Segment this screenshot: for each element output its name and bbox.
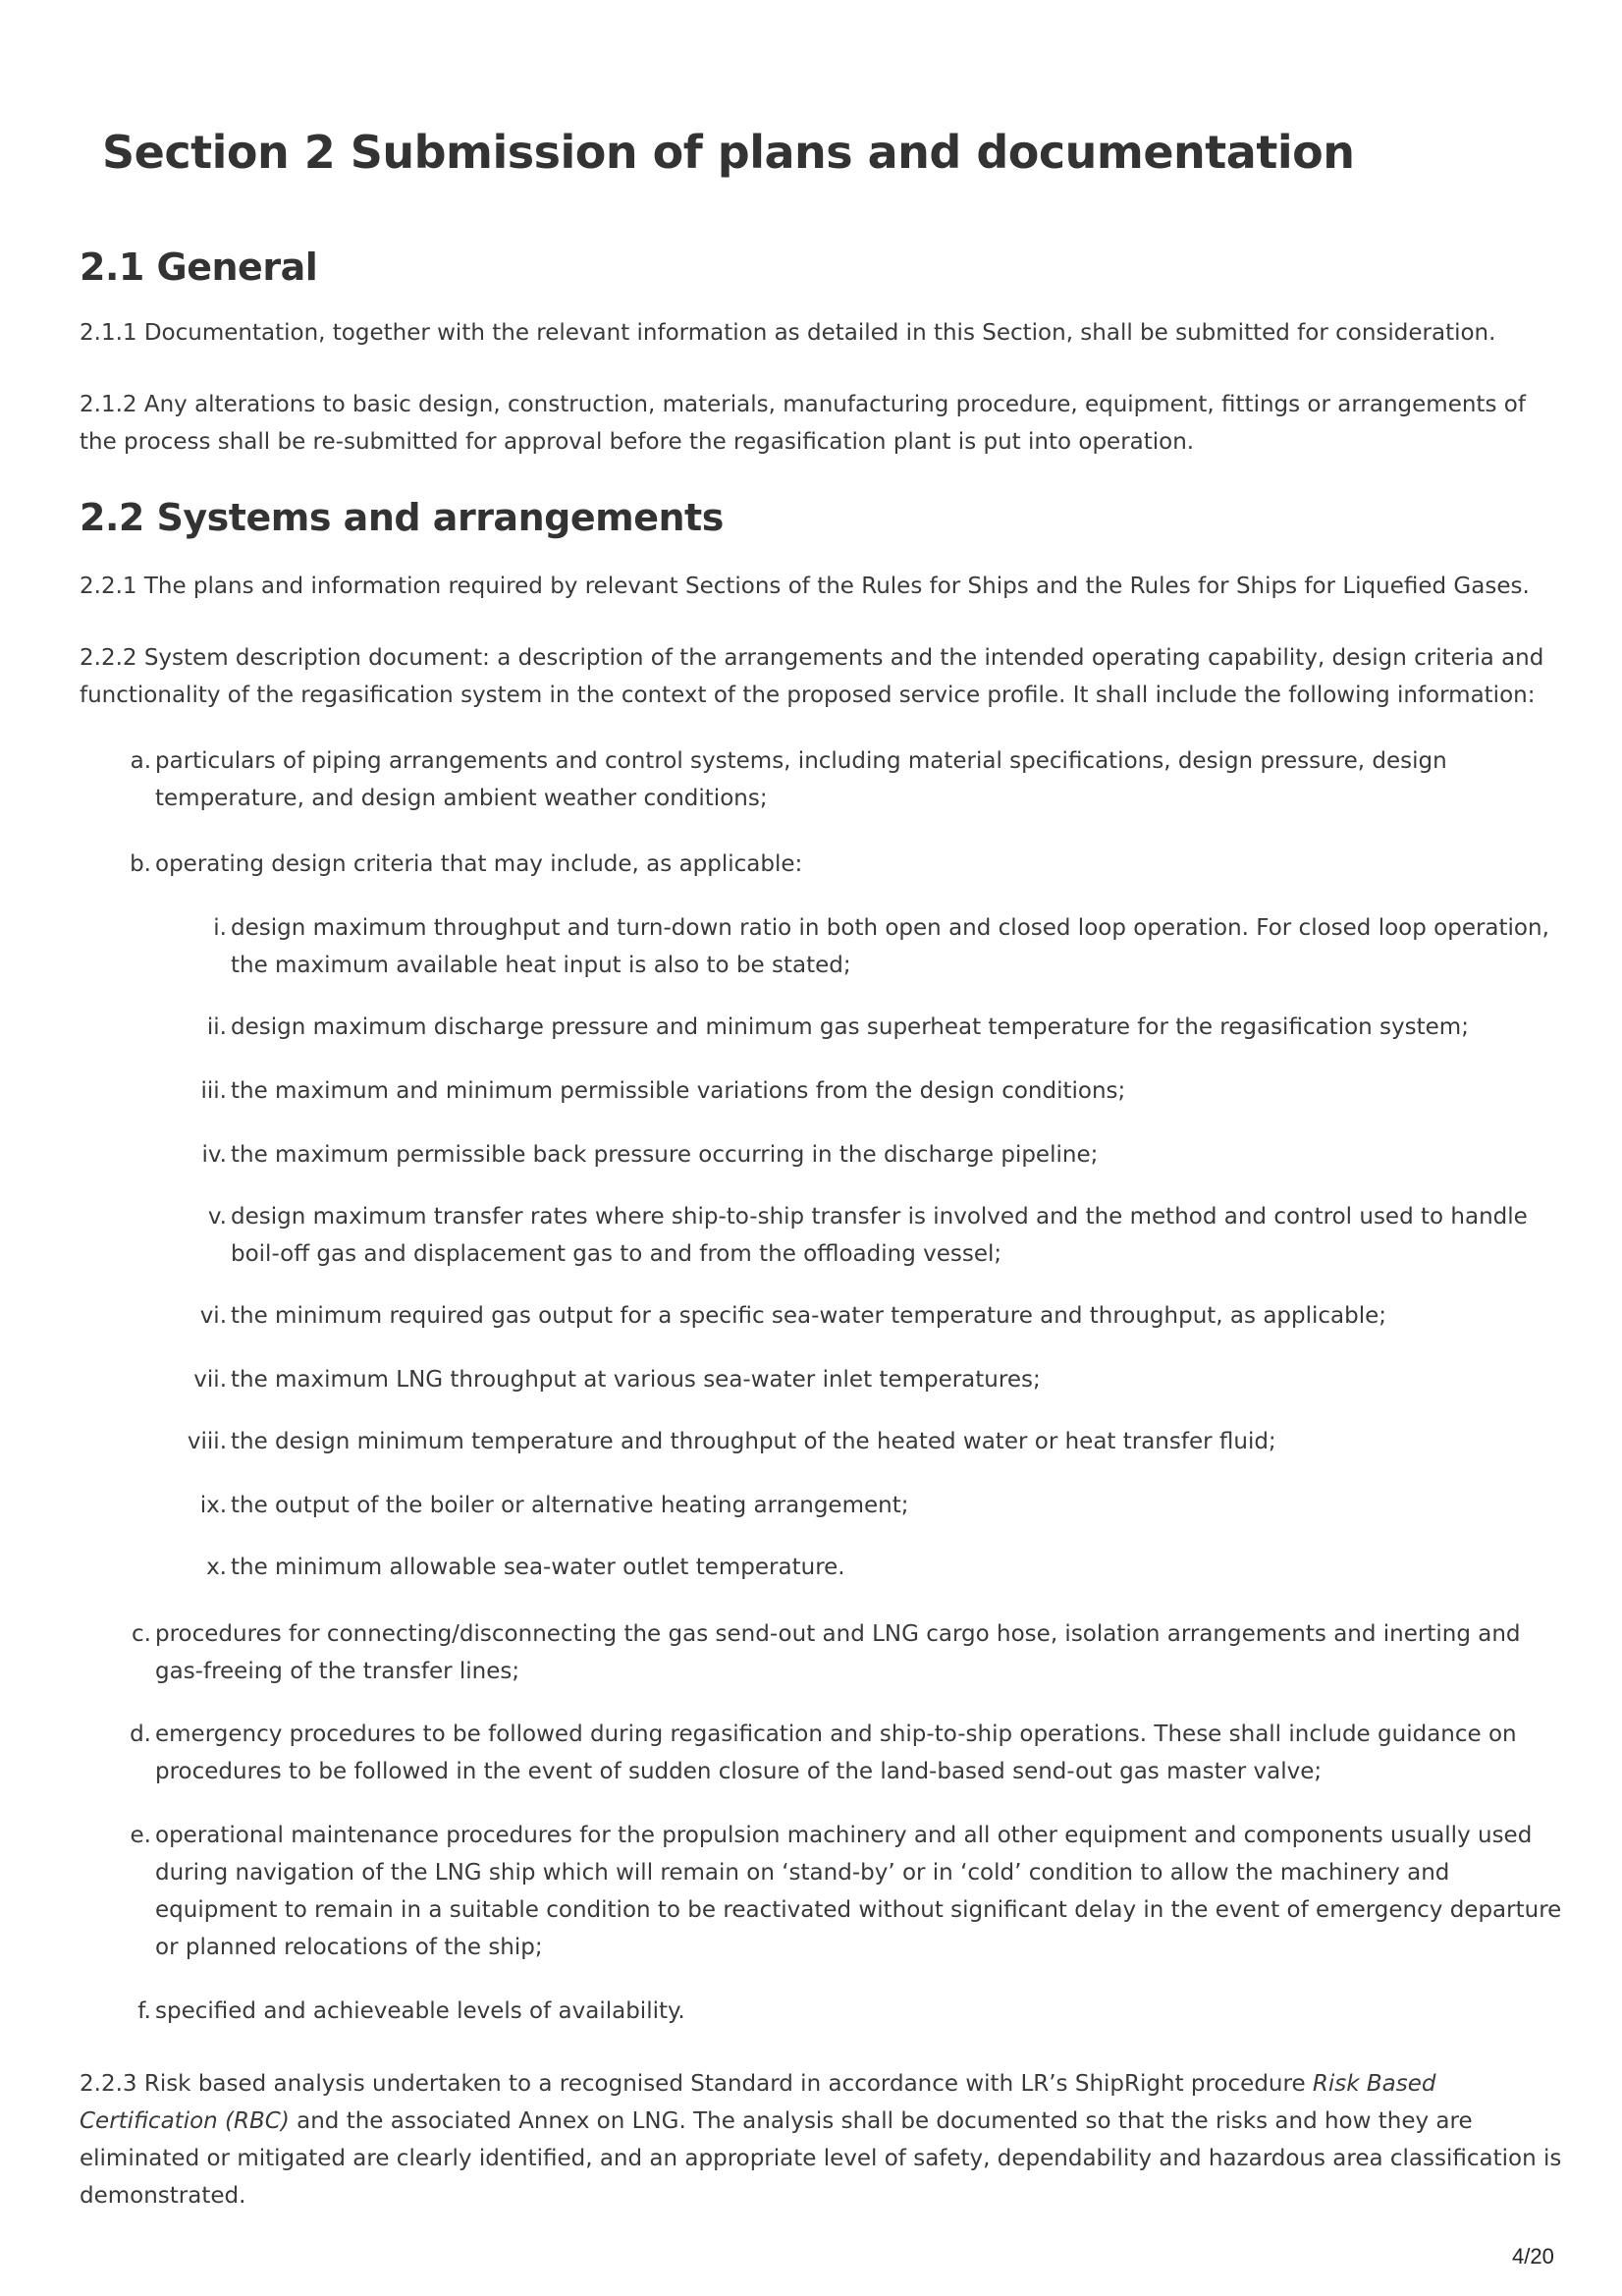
list-marker: vii. (193, 1367, 227, 1393)
list-marker: i. (213, 915, 227, 941)
list-item-d (130, 1716, 1564, 1790)
list-item-text: the minimum required gas output for a specific sea-water temperature and throughput, as applicable; (231, 1303, 1387, 1329)
list-item-text: operational maintenance procedures for the propulsion machinery and all other equipment and components usually used during navigation of the LNG ship which will remain on ‘stand-by’ or in ‘cold’ condition to allow the machinery and equipment to remain in a suitable condition to be reactivated without significant delay in the event of emergency departure or planned relocations of the ship; (155, 1823, 1562, 1960)
sublist-item-iii (200, 1072, 1564, 1110)
list-item-text: operating design criteria that may include, as applicable: (155, 851, 803, 877)
list-marker: f. (137, 1998, 151, 2024)
sublist-item-x (206, 1549, 1564, 1586)
list-item-b (130, 846, 1564, 883)
sublist-item-i (213, 909, 1564, 984)
list-item-text: the design minimum temperature and throughput of the heated water or heat transfer fluid; (231, 1429, 1276, 1454)
list-item-text: the maximum LNG throughput at various sea-water inlet temperatures; (231, 1367, 1041, 1393)
paragraph-2-1-1: 2.1.1 Documentation, together with the relevant information as detailed in this Section, shall be submitted for consideration. (80, 320, 1496, 346)
list-marker: e. (130, 1823, 151, 1848)
section-title: Section 2 Submission of plans and documentation (102, 126, 1355, 179)
list-marker: iii. (200, 1078, 227, 1104)
heading-2-2: 2.2 Systems and arrangements (80, 496, 724, 539)
list-marker: iv. (201, 1142, 227, 1168)
sublist-item-ix (199, 1487, 1564, 1524)
paragraph-2-2-2: 2.2.2 System description document: a description of the arrangements and the intended operating capability, design criteria and functionality of the regasification system in the context of the proposed service profile. It shall include the following information: (80, 645, 1544, 708)
list-marker: a. (130, 748, 151, 774)
list-marker: ii. (206, 1014, 227, 1040)
rbc-procedure-title: Risk Based Certification (RBC) (80, 2071, 1436, 2134)
list-marker: x. (206, 1555, 227, 1580)
paragraph-2-2-3-end: and the associated Annex on LNG. The analysis shall be documented so that the risks and how they are eliminated or mitigated are clearly identified, and an appropriate level of safety, dependability and hazardous area classification is demonstrated. (80, 2108, 1562, 2209)
list-item-f (137, 1993, 1564, 2030)
paragraph-2-1-2: 2.1.2 Any alterations to basic design, construction, materials, manufacturing procedure, equipment, fittings or arrangements of the process shall be re-submitted for approval before the regasification plant is put into operation. (80, 392, 1526, 455)
list-marker: v. (207, 1204, 227, 1230)
list-item-text: emergency procedures to be followed during regasification and ship-to-ship operations. These shall include guidance on procedures to be followed in the event of sudden closure of the land-based send-out gas master valve; (155, 1722, 1517, 1784)
page-number: 4/20 (1512, 2244, 1554, 2269)
list-marker: ix. (199, 1493, 227, 1518)
paragraph-2-2-3 (80, 2065, 1564, 2214)
list-marker: c. (132, 1621, 151, 1647)
list-marker: b. (130, 851, 151, 877)
list-item-text: the maximum permissible back pressure occurring in the discharge pipeline; (231, 1142, 1099, 1168)
sublist-item-iv (201, 1136, 1564, 1174)
heading-2-1: 2.1 General (80, 246, 318, 289)
list-marker: viii. (187, 1429, 227, 1454)
paragraph-2-2-3-start: 2.2.3 Risk based analysis undertaken to a recognised Standard in accordance with LR’s ShipRight procedure (80, 2071, 1313, 2097)
list-item-text: design maximum discharge pressure and minimum gas superheat temperature for the regasification system; (231, 1014, 1469, 1040)
list-item-e (130, 1817, 1564, 1966)
sublist-item-ii (206, 1009, 1564, 1046)
sublist-item-v (207, 1198, 1564, 1273)
list-item-c (132, 1615, 1564, 1690)
list-item-text: specified and achieveable levels of availability. (155, 1998, 685, 2024)
list-marker: d. (130, 1722, 151, 1747)
list-marker: vi. (199, 1303, 227, 1329)
list-item-text: the output of the boiler or alternative heating arrangement; (231, 1493, 909, 1518)
list-item-text: particulars of piping arrangements and control systems, including material specifications, design pressure, design temperature, and design ambient weather conditions; (155, 748, 1447, 811)
list-item-text: procedures for connecting/disconnecting the gas send-out and LNG cargo hose, isolation arrangements and inerting and gas-freeing of the transfer lines; (155, 1621, 1521, 1684)
list-item-text: the minimum allowable sea-water outlet temperature. (231, 1555, 845, 1580)
paragraph-2-2-1: 2.2.1 The plans and information required by relevant Sections of the Rules for Ships and the Rules for Ships for Liquefied Gases. (80, 574, 1530, 599)
sublist-item-vii (193, 1361, 1564, 1398)
sublist-item-viii (187, 1423, 1564, 1460)
list-item-a (130, 742, 1564, 817)
list-item-text: design maximum transfer rates where ship-to-ship transfer is involved and the method and control used to handle boil-off gas and displacement gas to and from the offloading vessel; (231, 1204, 1528, 1267)
list-item-text: the maximum and minimum permissible variations from the design conditions; (231, 1078, 1126, 1104)
list-item-text: design maximum throughput and turn-down ratio in both open and closed loop operation. For closed loop operation, the maximum available heat input is also to be stated; (231, 915, 1549, 978)
sublist-item-vi (199, 1297, 1564, 1335)
